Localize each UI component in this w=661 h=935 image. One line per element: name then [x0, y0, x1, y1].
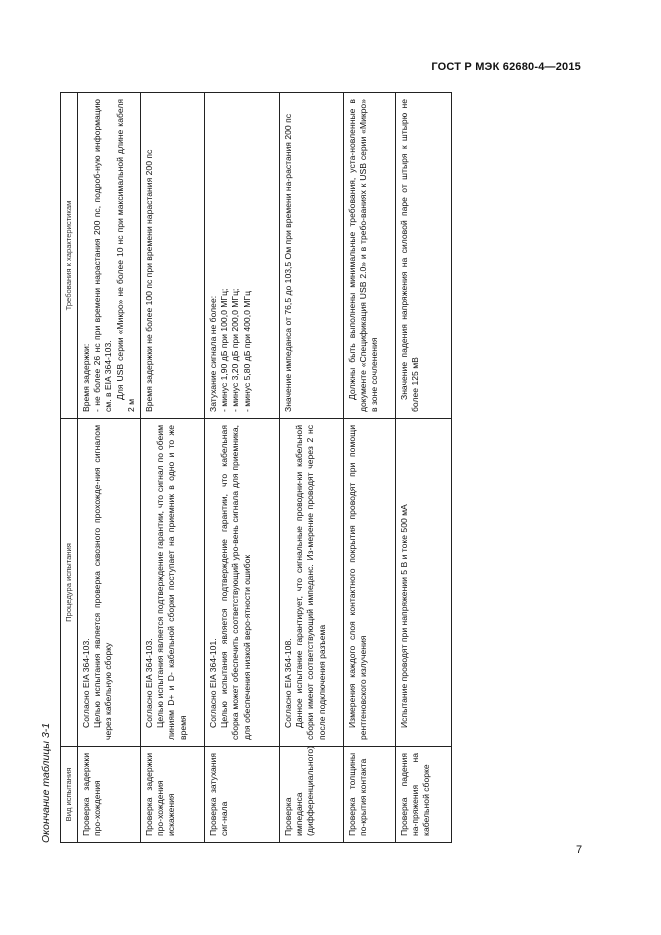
table-row: [141, 93, 205, 843]
document-id: ГОСТ Р МЭК 62680-4—2015: [431, 61, 581, 73]
cell-procedure: Испытание проводят при напряжении 5 В и токе 500 мА: [396, 419, 452, 747]
cell-test-type: Проверка импеданса (дифференциального): [280, 747, 344, 843]
cell-procedure: Согласно EIA 364-108. Данное испытание гарантирует, что сигнальные проводни-ки кабельной сборки имеют соответствующий импеданс. Из-мерение проводят через 2 нс после подключения разъема: [280, 419, 344, 747]
cell-requirements: Затухание сигнала не более: - минус 1,90 дБ при 100,0 МГц; - минус 3,20 дБ при 200,0 МГц; - минус 5,80 дБ при 400,0 МГц: [205, 93, 280, 419]
cell-test-type: Проверка падения на-пряжения на кабельной сборке: [396, 747, 452, 843]
cell-requirements: Должны быть выполнены минимальные требования, уста-новленные в документе «Спецификация USB 2.0» и в требо-ваниях к USB серии «Микро» в зоне сочленения: [344, 93, 396, 419]
cell-procedure: Согласно EIA 364-103. Целью испытания является проверка сквозного прохожде-ния сигналом через кабельную сборку: [78, 419, 141, 747]
table-row: [78, 93, 141, 843]
column-header-test-type: Вид испытания: [61, 747, 78, 843]
table-caption: Окончание таблицы 3-1: [40, 722, 52, 843]
page-number: 7: [576, 844, 583, 856]
cell-test-type: Проверка задержки про-хождения: [78, 747, 141, 843]
cell-procedure: Измерения каждого слоя контактного покрытия проводят при помощи рентгеновского излучения: [344, 419, 396, 747]
cell-procedure: Согласно EIA 364-101. Целью испытания является подтверждение гарантии, что кабельная сборка может обеспечить соответствующий уро-вень сигнала для приемника, для обеспечения низкой веро-ятности ошибок: [205, 419, 280, 747]
table-row: [280, 93, 344, 843]
column-header-requirements: Требования к характеристикам: [61, 93, 78, 419]
table-header-row: [61, 93, 78, 843]
cell-procedure: Согласно EIA 364-103. Целью испытания является подтверждение гарантии, что сигнал по обеим линиям D+ и D- кабельной сборки поступает на приемник в одно и то же время: [141, 419, 205, 747]
cell-requirements: Значение импеданса от 76,5 до 103,5 Ом при времени на-растания 200 пс: [280, 93, 344, 419]
table-row: [344, 93, 396, 843]
cell-requirements: Время задержки не более 100 пс при времени нарастания 200 пс: [141, 93, 205, 419]
rotated-table-block: [40, 93, 450, 843]
table-row: [396, 93, 452, 843]
cell-requirements: Значение падения напряжения на силовой паре от штыря к штырю не более 125 мВ: [396, 93, 452, 419]
cell-test-type: Проверка толщины по-крытия контакта: [344, 747, 396, 843]
cell-test-type: Проверка задержки про-хождения искажения: [141, 747, 205, 843]
column-header-procedure: Процедура испытания: [61, 419, 78, 747]
test-table: [60, 92, 452, 843]
cell-test-type: Проверка затухания сиг-нала: [205, 747, 280, 843]
table-row: [205, 93, 280, 843]
cell-requirements: Время задержки: - не более 26 нс при времени нарастания 200 пс, подроб-ную информацию см. в EIA 364-103. Для USB серии «Микро» не более 10 нс при максимальной длине кабеля 2 м: [78, 93, 141, 419]
